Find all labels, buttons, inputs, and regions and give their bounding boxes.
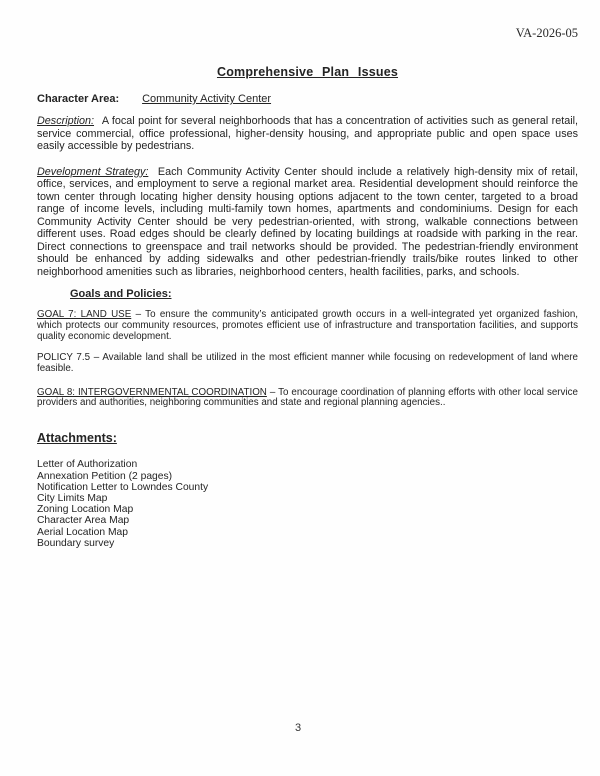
description-text: A focal point for several neighborhoods that has a concentration of activities such as general retail, service commercial, office professional, higher-density housing, and appropriate public and open space uses easily accessible by pedestrians.: [37, 115, 578, 152]
character-area-label: Character Area:: [37, 93, 120, 105]
attachment-item: Boundary survey: [37, 537, 115, 549]
character-area-value: Community Activity Center: [142, 93, 272, 105]
attachment-item: Aerial Location Map: [37, 526, 129, 538]
attachments-list: [37, 459, 578, 549]
development-strategy-label: Development Strategy:: [37, 165, 149, 178]
doc-number: VA-2026-05: [515, 26, 578, 40]
attachment-item: Character Area Map: [37, 515, 130, 527]
attachment-item: Annexation Petition (2 pages): [37, 470, 173, 482]
goal-8-text: – To encourage coordination of planning efforts with other local service providers and authorities, neighboring communities and state and regional planning agencies..: [37, 386, 578, 409]
attachments-heading: Attachments:: [37, 431, 117, 446]
goal-7-text: – To ensure the community’s anticipated growth occurs in a well-integrated yet organized fashion, which protects our community resources, promotes efficient use of infrastructure and transportation facilities, and supports quality economic development.: [37, 309, 578, 342]
attachment-item: City Limits Map: [37, 492, 108, 504]
attachment-item: Letter of Authorization: [37, 459, 138, 471]
goal-7-paragraph: [37, 310, 578, 343]
page-number: 3: [294, 722, 302, 734]
page-title: Comprehensive Plan Issues: [216, 65, 399, 79]
goal-8-label: GOAL 8: INTERGOVERNMENTAL COORDINATION: [37, 386, 267, 398]
policy-7-5-paragraph: POLICY 7.5 – Available land shall be utilized in the most efficient manner while focusing on redevelopment of land where feasible.: [37, 351, 578, 374]
attachment-item: Zoning Location Map: [37, 504, 134, 516]
description-label: Description:: [37, 115, 95, 127]
description-paragraph: [37, 115, 578, 153]
development-strategy-text: Each Community Activity Center should include a relatively high-density mix of retail, office, services, and employment to serve a regional market area. Residential development should reinforce the town center through locating higher density housing options adjacent to the town center, targeted to a broad range of income levels, including multi-family town homes, apartments and condominiums. Design for each Community Activity Center should be very pedestrian-oriented, with strong, walkable connections between different uses. Road edges should be clearly defined by locating buildings at roadside with parking in the rear. Direct connections to greenspace and trail networks should be provided. The pedestrian-friendly environment should be enhanced by adding sidewalks and other pedestrian-friendly trails/bike routes linked to other neighborhood amenities such as libraries, neighborhood centers, health facilities, parks, and schools.: [37, 165, 578, 278]
goal-8-paragraph: [37, 388, 578, 410]
goals-and-policies-heading: Goals and Policies:: [70, 288, 172, 300]
goal-7-label: GOAL 7: LAND USE: [37, 309, 132, 320]
attachment-item: Notification Letter to Lowndes County: [37, 481, 209, 493]
character-area-row: [37, 93, 578, 105]
development-strategy-paragraph: [37, 166, 578, 279]
